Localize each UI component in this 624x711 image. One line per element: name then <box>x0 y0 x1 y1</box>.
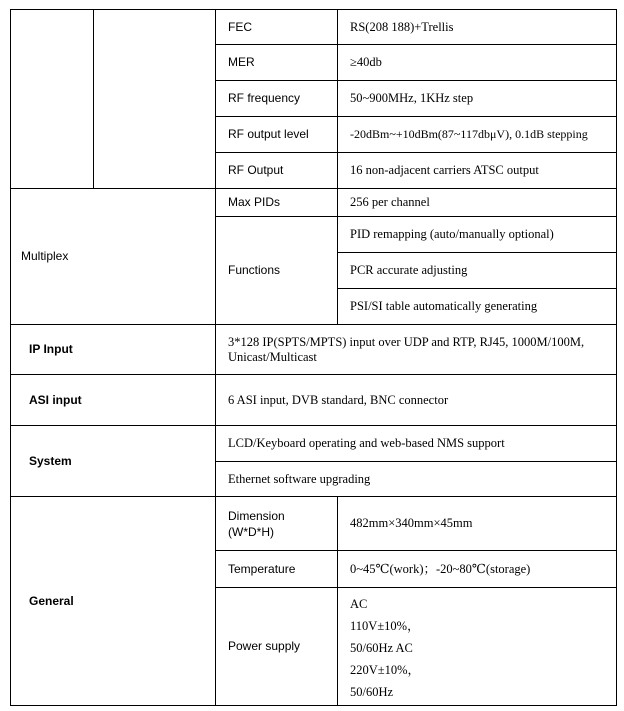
system-item: LCD/Keyboard operating and web-based NMS support <box>215 425 617 461</box>
fec-label: FEC <box>215 9 337 44</box>
temperature-value: 0~45℃(work)；-20~80℃(storage) <box>337 550 617 587</box>
rf-output-level-value: -20dBm~+10dBm(87~117dbμV), 0.1dB stepping <box>337 116 617 152</box>
dimension-label: Dimension (W*D*H) <box>215 496 337 550</box>
rf-output-label: RF Output <box>215 152 337 188</box>
power-line: 220V±10%， <box>350 663 421 677</box>
asi-input-title: ASI input <box>10 374 215 425</box>
mer-value: ≥40db <box>337 44 617 80</box>
power-supply-label: Power supply <box>215 587 337 706</box>
system-item: Ethernet software upgrading <box>215 461 617 496</box>
power-line: 50/60Hz <box>350 685 394 699</box>
function-item: PCR accurate adjusting <box>337 252 617 288</box>
multiplex-title: Multiplex <box>10 188 215 324</box>
temperature-label: Temperature <box>215 550 337 587</box>
system-title: System <box>10 425 215 496</box>
power-line: 50/60Hz AC <box>350 641 413 655</box>
top-blank-col-1 <box>10 9 93 188</box>
function-item: PID remapping (auto/manually optional) <box>337 216 617 252</box>
power-line: 110V±10%， <box>350 619 420 633</box>
asi-input-value: 6 ASI input, DVB standard, BNC connector <box>215 374 617 425</box>
ip-input-title: IP Input <box>10 324 215 374</box>
top-blank-col-2 <box>93 9 215 188</box>
power-supply-value <box>337 587 617 706</box>
max-pids-label: Max PIDs <box>215 188 337 216</box>
rf-output-value: 16 non-adjacent carriers ATSC output <box>337 152 617 188</box>
rf-frequency-value: 50~900MHz, 1KHz step <box>337 80 617 116</box>
ip-input-value: 3*128 IP(SPTS/MPTS) input over UDP and RTP, RJ45, 1000M/100M, Unicast/Multicast <box>215 324 617 374</box>
general-title: General <box>10 496 215 706</box>
max-pids-value: 256 per channel <box>337 188 617 216</box>
fec-value: RS(208 188)+Trellis <box>337 9 617 44</box>
function-item: PSI/SI table automatically generating <box>337 288 617 324</box>
power-line: AC <box>350 597 368 611</box>
mer-label: MER <box>215 44 337 80</box>
dimension-value: 482mm×340mm×45mm <box>337 496 617 550</box>
rf-frequency-label: RF frequency <box>215 80 337 116</box>
rf-output-level-label: RF output level <box>215 116 337 152</box>
functions-label: Functions <box>215 216 337 324</box>
